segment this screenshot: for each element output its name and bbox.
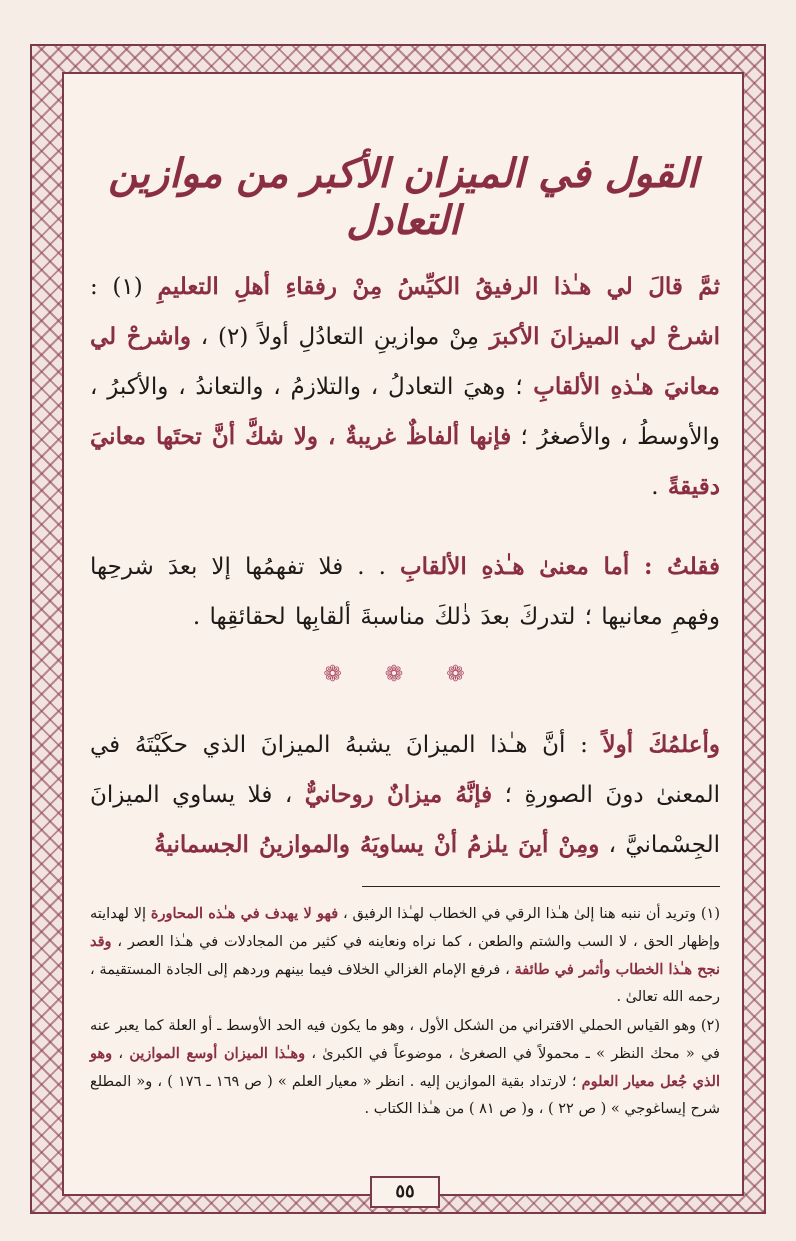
text-segment: ومِنْ أينَ يلزمُ أنْ يساويَهُ والموازينُ الجسمانيةُ (154, 831, 600, 858)
paragraph-2 (90, 542, 720, 642)
footnote-separator (362, 886, 720, 887)
footnote-1 (90, 900, 720, 1011)
text-segment: فقلتُ : أما معنىٰ هـٰذهِ الألقابِ (399, 553, 720, 580)
text-segment: وهـٰذا الميزان أوسع الموازين (129, 1045, 306, 1062)
text-segment: . (651, 474, 668, 500)
text-segment: ؛ وهيَ التعادلُ ، والتلازمُ ، والتعاندُ ، والأكبرُ ، والأوسطُ ، والأصغرُ ؛ (90, 374, 721, 450)
text-segment: فهو لا يهدف في هـٰذه المحاورة (150, 905, 339, 922)
footnotes (90, 900, 720, 1125)
text-segment: : أنَّ هـٰذا الميزانَ يشبهُ الميزانَ الذي حكَيْتَهُ في المعنىٰ دونَ الصورةِ ؛ (90, 732, 720, 808)
text-segment: (٢) وهو القياس الحملي الاقتراني من الشكل الأول ، وهو ما يكون فيه الحد الأوسط ـ أو العلة كما يعبر عنه في « محك النظر » ـ محمولاً في الصغرىٰ ، موضوعاً في الكبرىٰ ، (90, 1018, 720, 1062)
page-number: ٥٥ (370, 1176, 440, 1208)
paragraph-3 (90, 720, 720, 870)
text-segment: وهو الذي جُعل معيار العلوم (90, 1045, 721, 1090)
text-segment: فإنها ألفاظٌ غريبةٌ ، ولا شكَّ أنَّ تحتَها معانيَ دقيقةً (90, 423, 720, 500)
text-segment: اشرحْ لي الميزانَ الأكبرَ (478, 323, 720, 350)
text-segment: . . فلا تفهمُها إلا بعدَ شرحِها وفهمِ معانيها ؛ لتدركَ بعدَ ذٰلكَ مناسبةَ ألقابِها لحقائقِها . (90, 554, 720, 630)
text-segment: واشرحْ لي معانيَ هـٰذهِ الألقابِ (90, 323, 720, 400)
section-ornament-icons: ❁ ❁ ❁ (323, 662, 483, 687)
chapter-title: القول في الميزان الأكبر من موازين التعادل (108, 150, 698, 244)
text-segment: إلا لهدايته وإظهار الحق ، لا السب والشتم والطعن ، كما نراه ونعاينه في كثير من المجادلات في هـٰذا العصر ، (90, 906, 720, 950)
text-segment: (١) وتريد أن ننبه هنا إلىٰ هـٰذا الرقي في الخطاب لهـٰذا الرفيق ، (338, 906, 720, 922)
text-segment: ، (112, 1046, 130, 1062)
text-segment: فإنَّهُ ميزانٌ روحانيٌّ (304, 781, 493, 808)
text-segment: وقد نجح هـٰذا الخطاب وأثمر في طائفة (90, 933, 720, 978)
text-segment: مِنْ موازينِ التعادُلِ أولاً (٢) ، (190, 324, 479, 350)
text-segment: ثمَّ قالَ لي هـٰذا الرفيقُ الكيِّسُ مِنْ رفقاءِ أهلِ التعليمِ (157, 273, 720, 300)
paragraph-1 (90, 262, 720, 512)
text-segment: وأعلمُكَ أولاً (602, 731, 720, 758)
text-segment: ؛ لارتداد بقية الموازين إليه . انظر « معيار العلم » ( ص ١٦٩ ـ ١٧٦ ) ، و« المطلع شرح إيساغوجي » ( ص ٢٢ ) ، و( ص ٨١ ) من هـٰذا الكتاب . (90, 1074, 720, 1117)
text-segment: ، فرفع الإمام الغزالي الخلاف فيما بينهم وردهم إلى الجادة المستقيمة ، رحمه الله تعالىٰ . (90, 962, 720, 1005)
footnote-2 (90, 1013, 720, 1123)
text-segment: ، فلا يساوي الميزانَ الجِسْمانيَّ ، (90, 782, 720, 858)
text-segment: (١) : (90, 274, 158, 300)
